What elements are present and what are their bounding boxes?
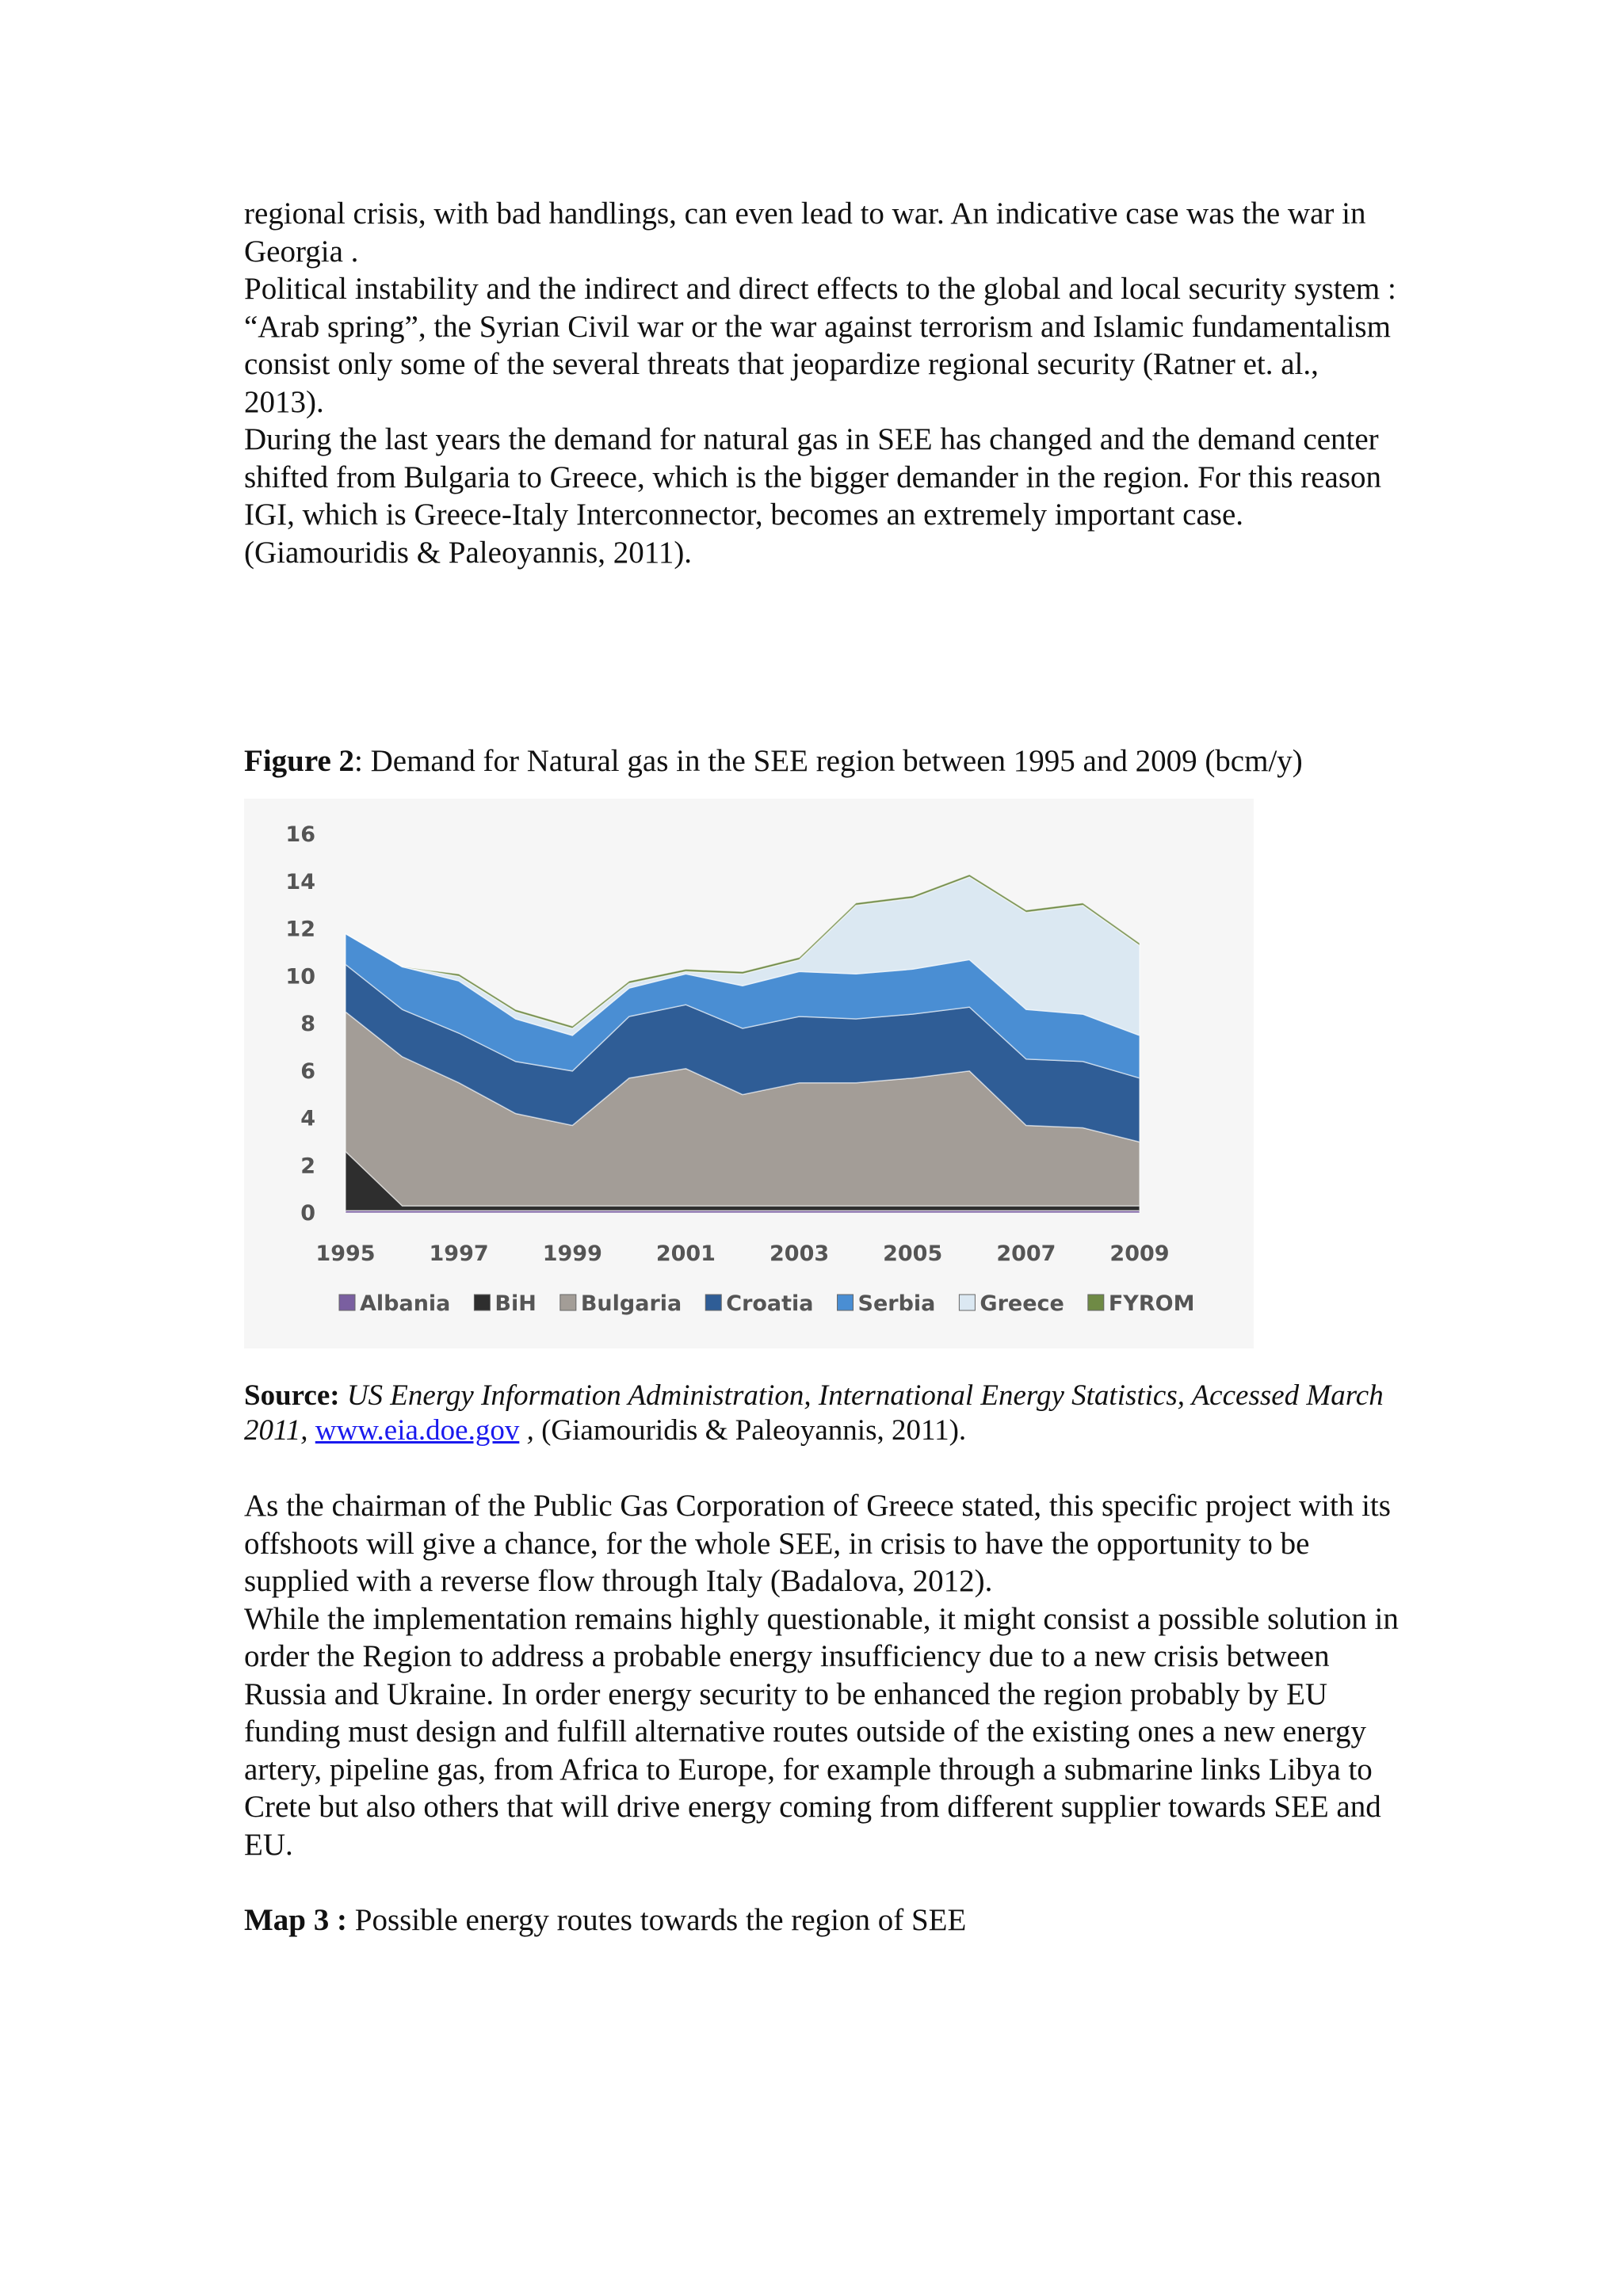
x-tick-label: 1997 <box>429 1241 489 1266</box>
x-tick-label: 2005 <box>883 1241 943 1266</box>
chart-svg <box>244 799 1254 1348</box>
source-italic-text: US Energy Information Administration, International Energy Statistics, Accessed March 2011, <box>244 1379 1384 1447</box>
legend-label-serbia: Serbia <box>857 1291 936 1316</box>
map-label: Map 3 : <box>244 1903 347 1937</box>
legend-swatch-albania <box>339 1295 355 1310</box>
body-paragraph: As the chairman of the Public Gas Corporation of Greece stated, this specific project with its offshoots will give a chance, for the whole SEE, in crisis to have the opportunity to be supplied with a reverse flow through Italy (Badalova, 2012). <box>244 1489 1391 1598</box>
y-tick-label: 8 <box>300 1012 315 1036</box>
y-tick-label: 0 <box>300 1201 315 1226</box>
x-tick-label: 1995 <box>315 1241 376 1266</box>
legend-label-bih: BiH <box>495 1291 537 1316</box>
legend-swatch-serbia <box>838 1295 854 1310</box>
legend-label-albania: Albania <box>360 1291 451 1316</box>
figure-label: Figure 2 <box>244 744 355 778</box>
x-tick-label: 2003 <box>769 1241 830 1266</box>
intro-paragraph: During the last years the demand for natural gas in SEE has changed and the demand center shifted from Bulgaria to Greece, which is the bigger demander in the region. For this reason IGI, which is Greece-Italy Interconnector, becomes an extremely important case. (Giamouridis & Paleoyannis, 2011). <box>244 422 1382 570</box>
legend-label-greece: Greece <box>980 1291 1064 1316</box>
x-tick-label: 1999 <box>542 1241 602 1266</box>
legend-label-fyrom: FYROM <box>1108 1291 1195 1316</box>
source-link[interactable]: www.eia.doe.gov <box>315 1414 520 1447</box>
figure-caption-text: : Demand for Natural gas in the SEE region between 1995 and 2009 (bcm/y) <box>354 744 1303 778</box>
source-label: Source: <box>244 1379 340 1412</box>
demand-chart <box>244 799 1254 1348</box>
source-trailing: , <box>519 1414 534 1447</box>
map-caption <box>244 1901 1401 1939</box>
source-citation: (Giamouridis & Paleoyannis, 2011). <box>533 1414 967 1447</box>
y-tick-label: 16 <box>285 822 315 847</box>
x-tick-label: 2001 <box>655 1241 716 1266</box>
legend-swatch-croatia <box>705 1295 721 1310</box>
legend-swatch-bulgaria <box>560 1295 576 1310</box>
legend-label-bulgaria: Bulgaria <box>580 1291 682 1316</box>
y-tick-label: 12 <box>285 917 315 942</box>
x-tick-label: 2007 <box>996 1241 1056 1266</box>
source-note <box>244 1379 1401 1448</box>
legend-swatch-fyrom <box>1088 1295 1104 1310</box>
y-tick-label: 6 <box>300 1058 315 1084</box>
legend-swatch-greece <box>959 1295 975 1310</box>
x-tick-label: 2009 <box>1109 1241 1170 1266</box>
legend-swatch-bih <box>474 1295 490 1310</box>
intro-paragraph: regional crisis, with bad handlings, can even lead to war. An indicative case was the war in Georgia . <box>244 196 1366 269</box>
figure-caption <box>244 742 1401 780</box>
y-tick-label: 4 <box>300 1106 315 1131</box>
y-tick-label: 10 <box>285 964 315 990</box>
y-tick-label: 14 <box>285 869 315 894</box>
body-section <box>244 1487 1401 1863</box>
map-caption-text: Possible energy routes towards the region of SEE <box>347 1903 967 1937</box>
y-tick-label: 2 <box>300 1154 315 1179</box>
intro-section <box>244 195 1401 571</box>
legend-label-croatia: Croatia <box>726 1291 814 1316</box>
body-paragraph: While the implementation remains highly questionable, it might consist a possible solution in order the Region to address a probable energy insufficiency due to a new crisis between Russia and Ukraine. In order energy security to be enhanced the region probably by EU funding must design and fulfill alternative routes outside of the existing ones a new energy artery, pipeline gas, from Africa to Europe, for example through a submarine links Libya to Crete but also others that will drive energy coming from different supplier towards SEE and EU. <box>244 1601 1399 1862</box>
intro-paragraph: Political instability and the indirect and direct effects to the global and local security system : “Arab spring”, the Syrian Civil war or the war against terrorism and Islamic fundamentalism consist only some of the several threats that jeopardize regional security (Ratner et. al., 2013). <box>244 272 1396 419</box>
